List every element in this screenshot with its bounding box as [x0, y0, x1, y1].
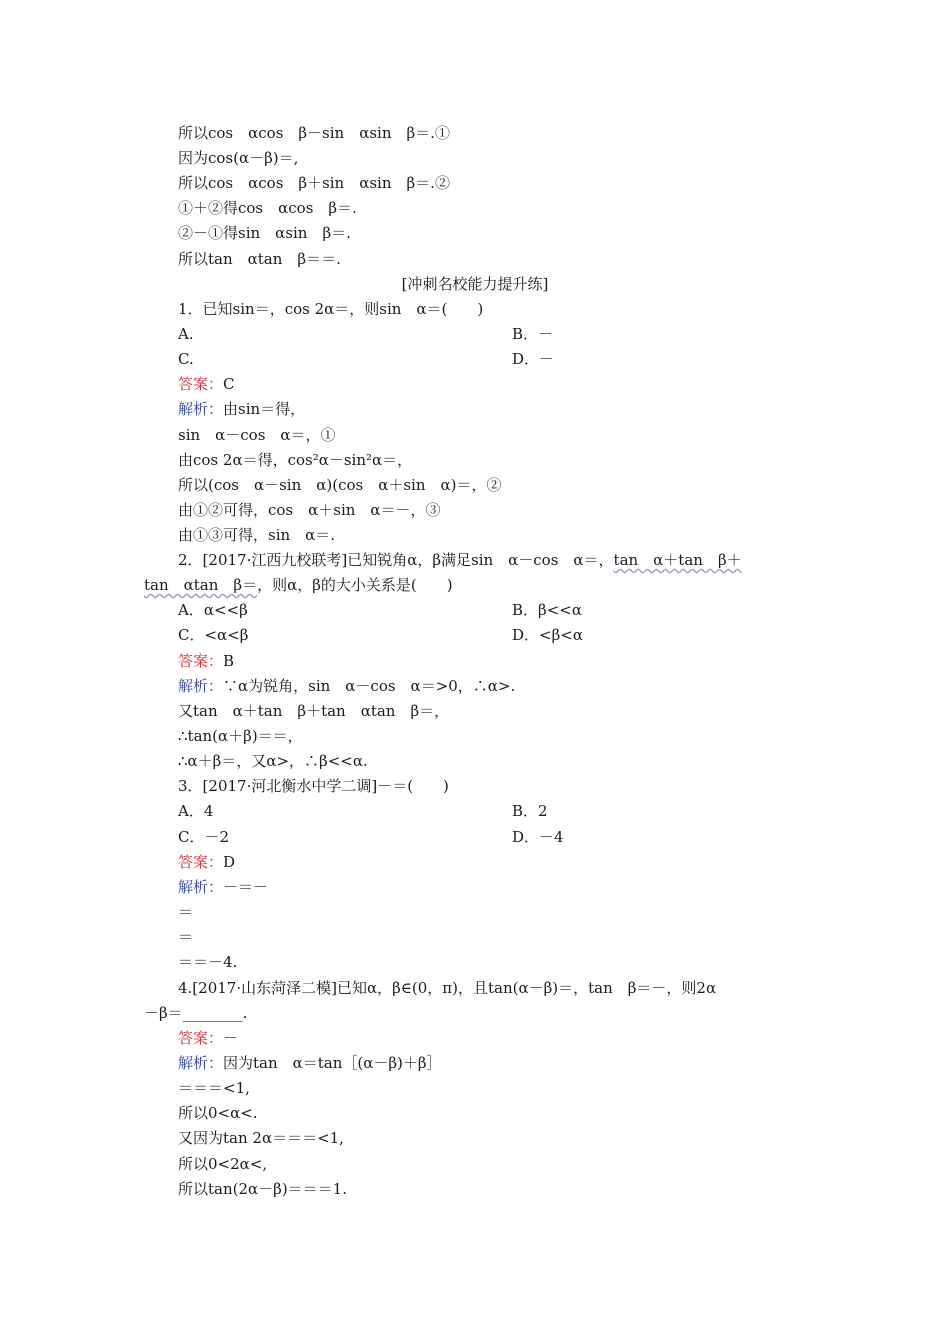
q1-option-c: C.	[178, 350, 194, 368]
q2-analysis	[178, 676, 515, 696]
q2-line-3: ∴α＋β＝，又α>，∴β<<α.	[178, 752, 368, 770]
q3-answer-value: D	[223, 853, 236, 871]
q3-answer	[178, 852, 235, 872]
q2-stem-line-2	[144, 575, 453, 595]
q1-option-d: D．－	[512, 350, 555, 368]
q4-line-3: 又因为tan 2α＝＝＝<1,	[178, 1129, 344, 1147]
q2-stem-emphasis-2: tan αtan β＝	[144, 576, 258, 594]
intro-line-1: 所以cos αcos β－sin αsin β＝.①	[178, 124, 450, 142]
analysis-label: 解析：	[178, 400, 224, 418]
analysis-label: 解析：	[178, 677, 224, 695]
q2-stem-b: ，则α，β的大小关系是( )	[257, 576, 453, 594]
intro-line-6: 所以tan αtan β＝＝.	[178, 250, 341, 268]
q4-analysis-text: 因为tan α＝tan［(α－β)＋β］	[223, 1054, 442, 1072]
q1-line-1: sin α－cos α＝，①	[178, 426, 336, 444]
q2-stem-a: 2．[2017·江西九校联考]已知锐角α，β满足sin α－cos α＝，	[178, 551, 614, 569]
q4-line-5: 所以tan(2α－β)＝＝＝1.	[178, 1180, 347, 1198]
q1-option-a: A.	[178, 325, 194, 343]
q2-option-a: A．α<<β	[178, 601, 248, 619]
q3-option-d: D．－4	[512, 828, 564, 846]
analysis-label: 解析：	[178, 878, 224, 896]
q4-line-4: 所以0<2α<,	[178, 1155, 268, 1173]
intro-line-2: 因为cos(α－β)＝,	[178, 149, 299, 167]
q3-option-c: C．－2	[178, 828, 230, 846]
q2-stem-line-1	[178, 550, 742, 570]
q2-option-c: C．<α<β	[178, 626, 249, 644]
q1-option-b: B．－	[512, 325, 554, 343]
q1-stem: 1．已知sin＝，cos 2α＝，则sin α＝( )	[178, 300, 484, 318]
intro-line-5: ②－①得sin αsin β＝.	[178, 224, 351, 242]
q3-analysis-text: －＝－	[223, 878, 269, 896]
q2-stem-emphasis: tan α＋tan β＋	[613, 551, 742, 569]
q2-line-1: 又tan α＋tan β＋tan αtan β＝，	[178, 702, 450, 720]
answer-label: 答案：	[178, 1029, 224, 1047]
q1-analysis-text: 由sin＝得，	[223, 400, 306, 418]
q3-option-a: A．4	[178, 802, 214, 820]
q3-line-2: ＝	[178, 928, 194, 946]
intro-line-3: 所以cos αcos β＋sin αsin β＝.②	[178, 174, 450, 192]
q2-option-d: D．<β<α	[512, 626, 583, 644]
q4-stem-line-2: －β＝________.	[144, 1004, 248, 1022]
q1-line-4: 由①②可得，cos α＋sin α＝－，③	[178, 501, 441, 519]
q2-line-2: ∴tan(α＋β)＝＝，	[178, 727, 303, 745]
q4-stem-line-1: 4.[2017·山东菏泽二模]已知α，β∈(0，π)，且tan(α－β)＝，tan β＝－，则2α	[178, 979, 717, 997]
q3-line-1: ＝	[178, 903, 194, 921]
q1-line-2: 由cos 2α＝得，cos²α－sin²α＝，	[178, 451, 413, 469]
q1-answer	[178, 374, 235, 394]
q2-analysis-text: ∵α为锐角，sin α－cos α＝>0，∴α>.	[223, 677, 516, 695]
section-title: [冲刺名校能力提升练]	[401, 275, 549, 293]
q1-line-5: 由①③可得，sin α＝.	[178, 526, 336, 544]
q4-line-2: 所以0<α<.	[178, 1104, 258, 1122]
answer-label: 答案：	[178, 652, 224, 670]
answer-label: 答案：	[178, 375, 224, 393]
q4-answer-value: －	[223, 1029, 239, 1047]
q2-answer-value: B	[223, 652, 235, 670]
q3-line-3: ＝＝－4.	[178, 953, 238, 971]
q2-answer	[178, 651, 234, 671]
q1-answer-value: C	[223, 375, 235, 393]
q3-analysis	[178, 877, 268, 897]
intro-line-4: ①＋②得cos αcos β＝.	[178, 199, 357, 217]
q2-option-b: B．β<<α	[512, 601, 582, 619]
q4-line-1: ＝＝＝<1,	[178, 1079, 250, 1097]
q3-option-b: B．2	[512, 802, 548, 820]
q3-stem: 3．[2017·河北衡水中学二调]－＝( )	[178, 777, 449, 795]
answer-label: 答案：	[178, 853, 224, 871]
q4-analysis	[178, 1053, 442, 1073]
analysis-label: 解析：	[178, 1054, 224, 1072]
q1-line-3: 所以(cos α－sin α)(cos α＋sin α)＝，②	[178, 476, 502, 494]
q1-analysis	[178, 399, 305, 419]
q4-answer	[178, 1028, 238, 1048]
